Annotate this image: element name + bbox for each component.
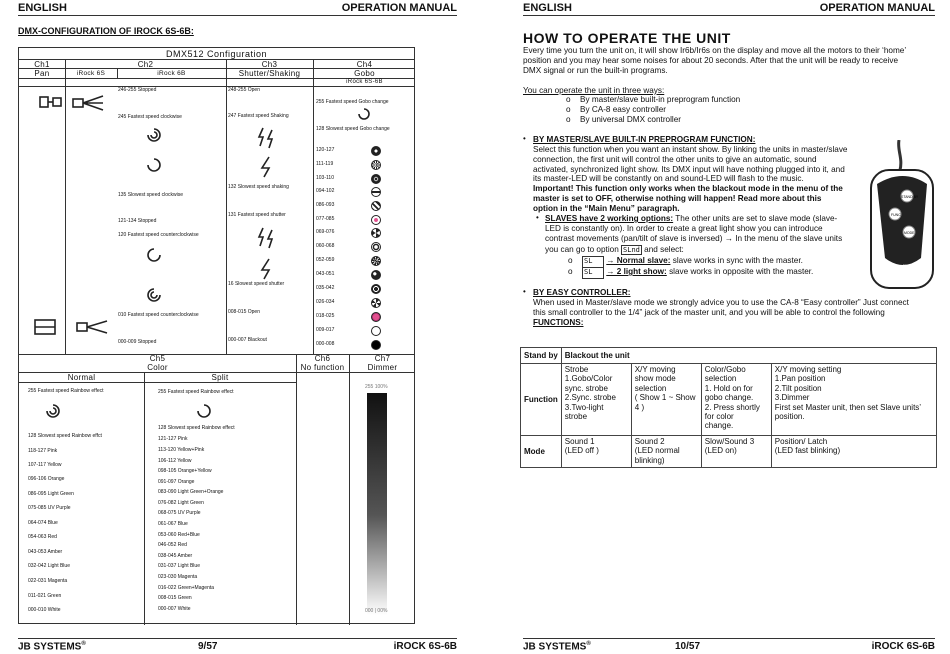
- gobo-range: 009-017: [316, 327, 335, 333]
- ch3-item: 16 Slowest speed shutter: [228, 281, 285, 287]
- stand-by-label: Stand by: [521, 348, 562, 364]
- gobo-change-fast: 255 Fastest speed Gobo change: [316, 99, 389, 105]
- normal-item: 128 Slowest speed Rainbow effct: [28, 433, 102, 439]
- rainbow-rotate-icon: [44, 402, 62, 420]
- header-title: OPERATION MANUAL: [341, 2, 457, 14]
- function-cell: Color/Gobo selection 1. Hold on for gobo change. 2. Press shortly for color change.: [701, 364, 771, 436]
- gobo-4-icon: [371, 187, 381, 197]
- page-number: 9/57: [198, 641, 218, 652]
- gobo-13-icon: [371, 312, 381, 322]
- bolt-icon: [259, 156, 275, 178]
- page-header: [18, 0, 457, 16]
- gobo-11-icon: [371, 284, 381, 294]
- normal-item: 032-042 Light Blue: [28, 563, 70, 569]
- ch2-label: Ch2: [137, 60, 154, 69]
- model-6s-label: iRock 6S: [76, 70, 106, 77]
- split-item: 098-105 Orange+Yellow: [158, 468, 212, 474]
- blackout-cell: Blackout the unit: [561, 348, 936, 364]
- easy-controller-title: BY EASY CONTROLLER:: [533, 288, 631, 297]
- rotate-clockwise-icon: [145, 156, 163, 174]
- gobo-range: 069-076: [316, 229, 335, 235]
- gobo-range: 052-059: [316, 257, 335, 263]
- gobo-range: 086-093: [316, 202, 335, 208]
- ch3-item: 131 Fastest speed shutter: [228, 212, 286, 218]
- ch1-label: Ch1: [34, 60, 50, 69]
- pan-fixture-icon: [39, 95, 63, 109]
- split-item: 113-120 Yellow+Pink: [158, 447, 205, 453]
- section-title: DMX-CONFIGURATION OF IROCK 6S-6B:: [18, 26, 194, 36]
- gobo-8-icon: [371, 242, 381, 252]
- gobo-model-label: iRock 6S-6B: [346, 79, 383, 85]
- ch3-item: 008-015 Open: [228, 309, 260, 315]
- split-item: 121-127 Pink: [158, 436, 188, 442]
- header-language: ENGLISH: [523, 2, 572, 14]
- ch2-item: 245 Fastest speed clockwise: [118, 114, 182, 120]
- gobo-10-icon: [371, 270, 381, 280]
- split-item: 128 Slowest speed Rainbow effect: [158, 425, 235, 431]
- controller-button-label: FUNC: [891, 213, 901, 217]
- easy-controller-image: [867, 140, 937, 290]
- gobo-range: 018-025: [316, 313, 335, 319]
- split-item: 076-082 Light Green: [158, 500, 204, 506]
- normal-item: 086-095 Light Green: [28, 491, 74, 497]
- normal-item: 022-031 Magenta: [28, 578, 68, 584]
- split-label: Split: [211, 373, 229, 382]
- mode-label: Mode: [521, 436, 562, 468]
- footer-model: iROCK 6S-6B: [393, 641, 457, 652]
- normal-item: 255 Fastest speed Rainbow effect: [28, 388, 104, 394]
- footer-brand: JB SYSTEMS®: [523, 641, 591, 653]
- gobo-range: 120-127: [316, 147, 335, 153]
- split-item: 053-060 Red+Blue: [158, 532, 200, 538]
- beam-icon: [71, 95, 105, 111]
- shutter-label: Shutter/Shaking: [238, 69, 301, 78]
- normal-slave-option: o SL → Normal slave: slave works in sync with the master.: [568, 256, 803, 268]
- gobo-5-icon: [371, 201, 381, 211]
- ch3-item: 000-007 Blackout: [228, 337, 267, 343]
- page-header: [523, 0, 935, 16]
- mode-cell: Position/ Latch (LED fast blinking): [771, 436, 936, 468]
- ch7-label: Ch7: [374, 354, 391, 363]
- master-slave-text: Select this function when you want an instant show. By linking the units in master/slave connection, the first unit will control the other units to give an automatic, sound activated, synchronized light show. Its DMX input will have nothing plugged into it, and its master-LED will be constantly on and sound-LED will flash to the music. Important! This function only works when the blackout mode in the menu of the master is set to OFF, otherwise nothing will happen! Read more about this option in the “Main Menu” paragraph.: [533, 145, 848, 213]
- gobo-rotate-icon: [357, 107, 371, 121]
- dimmer-label: Dimmer: [367, 363, 398, 372]
- gobo-2-icon: [371, 160, 381, 170]
- normal-item: 011-021 Green: [28, 593, 62, 599]
- option-line: you can go to option SLnd and select:: [545, 245, 684, 254]
- gobo-6-icon: [371, 215, 381, 225]
- ch3-label: Ch3: [261, 60, 278, 69]
- gobo-label: Gobo: [354, 69, 375, 78]
- normal-item: 043-053 Amber: [28, 549, 63, 555]
- header-title: OPERATION MANUAL: [819, 2, 935, 14]
- normal-item: 096-106 Orange: [28, 476, 65, 482]
- function-label: Function: [521, 364, 562, 436]
- gobo-range: 043-051: [316, 271, 335, 277]
- color-label: Color: [147, 363, 168, 372]
- pan-label: Pan: [34, 69, 50, 78]
- right-page: ENGLISH OPERATION MANUAL HOW TO OPERATE THE UNIT Every time you turn the unit on, it will show Ir6b/Ir6s on the display and move all the motors to their ‘home’ position and you may hear some noises for about 20 seconds. After that the unit will be ready to receive DMX signal or run the built-in programs. You can operate the unit in three ways: o By master/slave built-in preprogram function o By CA-8 easy controller o By universal DMX controller • BY MASTER/SLAVE BUILT-IN PREPROGRAM FUNCTION: Select this function when you want an instant show. By linking the units in master/slave connection, the first unit will control the other units to give an automatic, sound activated, synchronized light show. Its DMX input will have nothing plugged into it, and its master-LED will be constantly on and sound-LED will flash to the music. Important! This function only works when the blackout mode in the menu of the master is set to OFF, otherwise nothing will happen! Read more about this option in the “Main Menu” paragraph. • SLAVES have 2 working options: The other units are set to slave mode (slave- LED is constantly on). In order to create a great light show you can introduce contrast movements (pan/tilt of slave is inversed) → In the menu of the slave units you can go to option SLnd and select: o SL → Normal slave: slave works in sync with the master. o SL → 2 light show: slave works in opposite with the master. STAND BY FUNC MODE Controller • BY EASY CONTROLLER: When used in Master/slave mode we strongly advice you to use the CA-8 “Easy controller” Just connect this small controller to the 1/4” jack of the master unit, and you will be able to control the following FUNCTIONS: Stand by Blackout the unit Function Strobe 1.Gobo/Color sync. strobe 2.Sync. strobe 3.Two-light strobe X/Y moving show mode selection ( Show 1 ~ Show 4 ) Color/Gobo selection 1. Hold on for gobo change. 2. Press shortly for color change. X/Y moving setting 1.Pan position 2.Tilt position 3.Dimmer First set Master unit, then set Slave units’ position. Mode Sound 1 (LED off ) Sound 2 (LED normal blinking) Slow/Sound 3 (LED on) Position/ Latch (LED fast blinking) JB SYSTEMS® 10/57 iROCK 6S-6B: [475, 0, 950, 654]
- normal-item: 107-117 Yellow: [28, 462, 62, 468]
- gobo-range: 077-085: [316, 216, 335, 222]
- master-slave-title: BY MASTER/SLAVE BUILT-IN PREPROGRAM FUNCTION:: [533, 135, 756, 144]
- split-item: 023-030 Magenta: [158, 574, 198, 580]
- double-bolt-icon: [255, 226, 279, 250]
- ch3-item: 247 Fastest speed Shaking: [228, 113, 289, 119]
- header-language: ENGLISH: [18, 2, 67, 14]
- rotate-counterclockwise-icon: [145, 246, 163, 264]
- split-item: 046-052 Red: [158, 542, 187, 548]
- slaves-paragraph: SLAVES have 2 working options: The other units are set to slave mode (slave- LED is constantly on). In order to create a great light show you can introduce contrast movements (pan/tilt of slave is inversed) → In the menu of the slave units: [545, 214, 843, 243]
- split-item: 016-022 Green+Magenta: [158, 585, 215, 591]
- bolt-icon: [259, 258, 275, 280]
- page-footer: [523, 638, 935, 652]
- rotate-counterclockwise-icon: [145, 286, 163, 304]
- gobo-range: 000-008: [316, 341, 335, 347]
- gobo-range: 094-102: [316, 188, 335, 194]
- gobo-open-icon: [371, 326, 381, 336]
- gobo-3-icon: [371, 174, 381, 184]
- footer-brand: JB SYSTEMS®: [18, 641, 86, 653]
- split-item: 038-045 Amber: [158, 553, 193, 559]
- normal-label: Normal: [67, 373, 96, 382]
- gobo-range: 035-042: [316, 285, 335, 291]
- slnd-display: SLnd: [623, 246, 640, 254]
- two-light-option: o SL → 2 light show: slave works in opposite with the master.: [568, 267, 813, 279]
- gobo-1-icon: [371, 146, 381, 156]
- intro-paragraph: Every time you turn the unit on, it will show Ir6b/Ir6s on the display and move all the motors to their ‘home’ position and you may hear some noises for about 20 seconds. After that the unit will be ready to receive DMX signal or run the built-in programs.: [523, 46, 907, 75]
- gobo-blackout-icon: [371, 340, 381, 350]
- controller-button-label: STAND BY: [901, 195, 919, 199]
- no-function-label: No function: [300, 363, 345, 372]
- page-title: HOW TO OPERATE THE UNIT: [523, 30, 731, 46]
- function-cell: X/Y moving setting 1.Pan position 2.Tilt position 3.Dimmer First set Master unit, then set Slave units’ position.: [771, 364, 936, 436]
- gobo-change-slow: 128 Slowest speed Gobo change: [316, 126, 390, 132]
- normal-item: 054-063 Red: [28, 534, 57, 540]
- dimmer-max-label: 255 100%: [365, 384, 388, 390]
- gobo-range: 026-034: [316, 299, 335, 305]
- split-item: 083-090 Light Green+Orange: [158, 489, 224, 495]
- footer-model: iROCK 6S-6B: [871, 641, 935, 652]
- split-item: 068-075 UV Purple: [158, 510, 201, 516]
- mode-cell: Slow/Sound 3 (LED on): [701, 436, 771, 468]
- normal-item: 000-010 White: [28, 607, 61, 613]
- rainbow-rotate-icon: [195, 402, 213, 420]
- split-item: 008-015 Green: [158, 595, 192, 601]
- ch3-item: 248-255 Open: [228, 87, 260, 93]
- controller-label: Controller: [881, 265, 912, 272]
- split-item: 255 Fastest speed Rainbow effect: [158, 389, 234, 395]
- mode-cell: Sound 2 (LED normal blinking): [631, 436, 701, 468]
- gobo-12-icon: [371, 298, 381, 308]
- split-item: 000-007 White: [158, 606, 191, 612]
- ch2-item: 135 Slowest speed clockwise: [118, 192, 184, 198]
- modes-title: You can operate the unit in three ways:: [523, 86, 665, 95]
- split-item: 106-112 Yellow: [158, 458, 192, 464]
- gobo-range: 103-110: [316, 175, 334, 181]
- ch4-label: Ch4: [356, 60, 373, 69]
- function-cell: X/Y moving show mode selection ( Show 1 ~ Show 4 ): [631, 364, 701, 436]
- table-title: DMX512 Configuration: [165, 49, 268, 59]
- beam-icon: [75, 320, 109, 334]
- controller-button-label: MODE: [904, 231, 915, 235]
- page-number: 10/57: [675, 641, 701, 652]
- ch2-item: 121-134 Stopped: [118, 218, 157, 224]
- ch2-item: 000-009 Stopped: [118, 339, 157, 345]
- normal-item: 118-127 Pink: [28, 448, 58, 454]
- gobo-range: 060-068: [316, 243, 335, 249]
- mode-cell: Sound 1 (LED off ): [561, 436, 631, 468]
- dimmer-gradient: [367, 393, 387, 615]
- ch6-label: Ch6: [314, 354, 331, 363]
- split-item: 061-067 Blue: [158, 521, 188, 527]
- split-item: 031-037 Light Blue: [158, 563, 200, 569]
- double-bolt-icon: [255, 126, 279, 150]
- pan-fixture-icon: [33, 318, 57, 336]
- normal-item: 075-085 UV Purple: [28, 505, 71, 511]
- ch2-item: 246-255 Stopped: [118, 87, 157, 93]
- easy-controller-text: When used in Master/slave mode we strongly advice you to use the CA-8 “Easy controller” Just connect this small controller to the 1/4” jack of the master unit, and you will be able to control the following FUNCTIONS:: [533, 298, 909, 327]
- page-footer: [18, 638, 457, 652]
- dmx-config-table: [18, 47, 415, 624]
- ch2-item: 120 Fastest speed counterclockwise: [118, 232, 199, 238]
- rotate-clockwise-icon: [145, 126, 163, 144]
- controller-functions-table: [520, 347, 937, 468]
- split-item: 091-097 Orange: [158, 479, 195, 485]
- gobo-9-icon: [371, 256, 381, 266]
- function-cell: Strobe 1.Gobo/Color sync. strobe 2.Sync. strobe 3.Two-light strobe: [561, 364, 631, 436]
- modes-list: o By master/slave built-in preprogram function o By CA-8 easy controller o By universal DMX controller: [566, 95, 741, 124]
- gobo-range: 111-119: [316, 161, 334, 167]
- ch2-item: 010 Fastest speed counterclockwise: [118, 312, 199, 318]
- normal-item: 064-074 Blue: [28, 520, 58, 526]
- gobo-7-icon: [371, 228, 381, 238]
- ch3-item: 132 Slowest speed shaking: [228, 184, 289, 190]
- dimmer-min-label: 000 | 00%: [365, 608, 388, 614]
- ch5-label: Ch5: [149, 354, 166, 363]
- model-6b-label: iRock 6B: [157, 70, 186, 77]
